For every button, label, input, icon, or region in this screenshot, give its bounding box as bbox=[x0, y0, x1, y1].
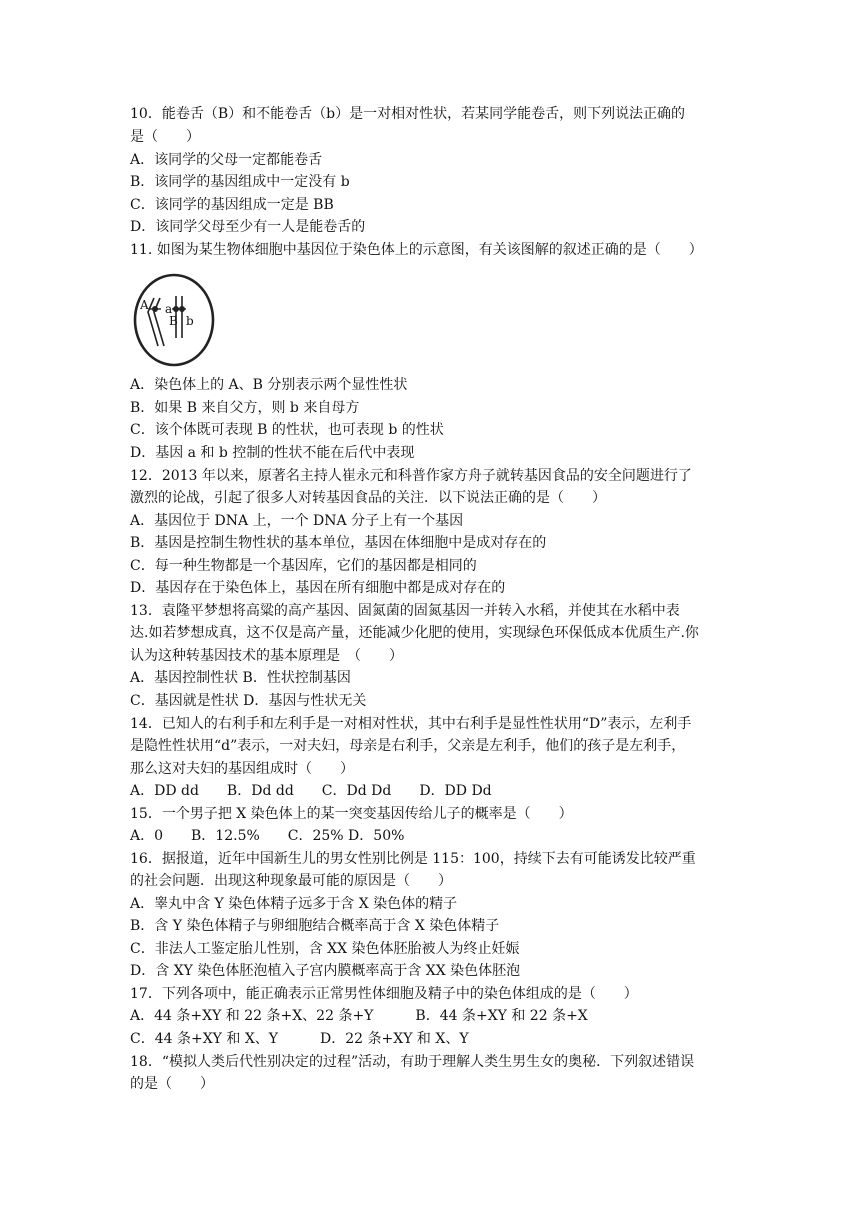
question-10-option-b: B．该同学的基因组成中一定没有 b bbox=[130, 174, 350, 190]
question-11-option-d: D．基因 a 和 b 控制的性状不能在后代中表现 bbox=[130, 445, 415, 461]
question-11-option-b: B．如果 B 来自父方，则 b 来自母方 bbox=[130, 400, 360, 416]
question-13-options-row-2: C．基因就是性状 D．基因与性状无关 bbox=[130, 693, 367, 709]
question-12-option-b: B．基因是控制生物性状的基本单位，基因在体细胞中是成对存在的 bbox=[130, 535, 547, 551]
question-10-option-d: D．该同学父母至少有一人是能卷舌的 bbox=[130, 219, 366, 235]
question-10-option-c: C．该同学的基因组成一定是 BB bbox=[130, 197, 334, 213]
question-13-stem-line-2: 达.如若梦想成真，这不仅是高产量，还能减少化肥的使用，实现绿色环保低成本优质生产.你 bbox=[130, 625, 699, 641]
question-16-option-a: A．睾丸中含 Y 染色体精子远多于含 X 染色体的精子 bbox=[130, 896, 458, 912]
question-13-stem-line-1: 13．袁隆平梦想将高粱的高产基因、固氮菌的固氮基因一并转入水稻，并使其在水稻中表 bbox=[130, 603, 680, 619]
question-15-stem: 15．一个男子把 X 染色体上的某一突变基因传给儿子的概率是（ ） bbox=[130, 806, 573, 822]
question-12-stem-line-2: 激烈的论战，引起了很多人对转基因食品的关注．以下说法正确的是（ ） bbox=[130, 490, 606, 506]
question-14-options-row: A．DD dd B．Dd dd C．Dd Dd D．DD Dd bbox=[130, 783, 492, 799]
question-14-stem-line-3: 那么这对夫妇的基因组成时（ ） bbox=[130, 761, 354, 777]
question-17-options-row-2: C．44 条+XY 和 X、Y D．22 条+XY 和 X、Y bbox=[130, 1031, 469, 1047]
question-16-option-b: B．含 Y 染色体精子与卵细胞结合概率高于含 X 染色体精子 bbox=[130, 918, 500, 934]
gene-label-b: b bbox=[186, 314, 194, 328]
question-13-options-row-1: A．基因控制性状 B．性状控制基因 bbox=[130, 670, 351, 686]
gene-locus-b-dot-left bbox=[173, 306, 179, 312]
question-12-option-a: A．基因位于 DNA 上，一个 DNA 分子上有一个基因 bbox=[130, 513, 464, 529]
question-11-option-a: A．染色体上的 A、B 分别表示两个显性性状 bbox=[130, 377, 408, 393]
gene-label-B: B bbox=[169, 314, 178, 328]
question-12-option-c: C．每一种生物都是一个基因库，它们的基因都是相同的 bbox=[130, 558, 477, 574]
question-11-option-c: C．该个体既可表现 B 的性状，也可表现 b 的性状 bbox=[130, 422, 444, 438]
question-16-option-c: C．非法人工鉴定胎儿性别，含 XX 染色体胚胎被人为终止妊娠 bbox=[130, 941, 520, 957]
question-13-stem-line-3: 认为这种转基因技术的基本原理是 （ ） bbox=[130, 648, 403, 664]
question-15-options-row: A．0 B．12.5% C．25% D．50% bbox=[130, 828, 405, 844]
question-16-stem-line-2: 的社会问题．出现这种现象最可能的原因是（ ） bbox=[130, 873, 452, 889]
question-12-stem-line-1: 12．2013 年以来，原著名主持人崔永元和科普作家方舟子就转基因食品的安全问题进行了 bbox=[130, 468, 692, 484]
question-10-stem-line-2: 是（ ） bbox=[130, 129, 200, 145]
gene-locus-b-dot-right bbox=[179, 306, 185, 312]
question-14-stem-line-2: 是隐性性状用“d”表示，一对夫妇，母亲是右利手，父亲是左利手，他们的孩子是左利手， bbox=[130, 738, 686, 754]
question-16-option-d: D．含 XY 染色体胚泡植入子宫内膜概率高于含 XX 染色体胚泡 bbox=[130, 963, 521, 979]
gene-locus-a-dot bbox=[152, 306, 158, 312]
question-17-stem: 17．下列各项中，能正确表示正常男性体细胞及精子中的染色体组成的是（ ） bbox=[130, 986, 638, 1002]
question-11-stem-line-1: 11. 如图为某生物体细胞中基因位于染色体上的示意图，有关该图解的叙述正确的是（ ） bbox=[130, 242, 703, 258]
question-17-options-row-1: A．44 条+XY 和 22 条+X、22 条+Y B．44 条+XY 和 22 条+X bbox=[130, 1008, 588, 1024]
question-16-stem-line-1: 16．据报道，近年中国新生儿的男女性别比例是 115：100，持续下去有可能诱发比较严重 bbox=[130, 851, 696, 867]
gene-label-a: a bbox=[165, 302, 173, 316]
question-18-stem-line-2: 的是（ ） bbox=[130, 1076, 214, 1092]
question-10-option-a: A．该同学的父母一定都能卷舌 bbox=[130, 152, 323, 168]
chromosome-gene-diagram bbox=[132, 272, 216, 368]
chromosome-cell-figure bbox=[132, 272, 216, 368]
question-10-stem-line-1: 10．能卷舌（B）和不能卷舌（b）是一对相对性状，若某同学能卷舌，则下列说法正确的 bbox=[130, 106, 686, 122]
question-18-stem-line-1: 18．“模拟人类后代性别决定的过程”活动，有助于理解人类生男生女的奥秘．下列叙述错误 bbox=[130, 1054, 695, 1070]
question-12-option-d: D．基因存在于染色体上，基因在所有细胞中都是成对存在的 bbox=[130, 580, 506, 596]
question-14-stem-line-1: 14．已知人的右利手和左利手是一对相对性状，其中右利手是显性性状用“D”表示，左利手 bbox=[130, 716, 692, 732]
gene-label-A: A bbox=[140, 298, 149, 312]
